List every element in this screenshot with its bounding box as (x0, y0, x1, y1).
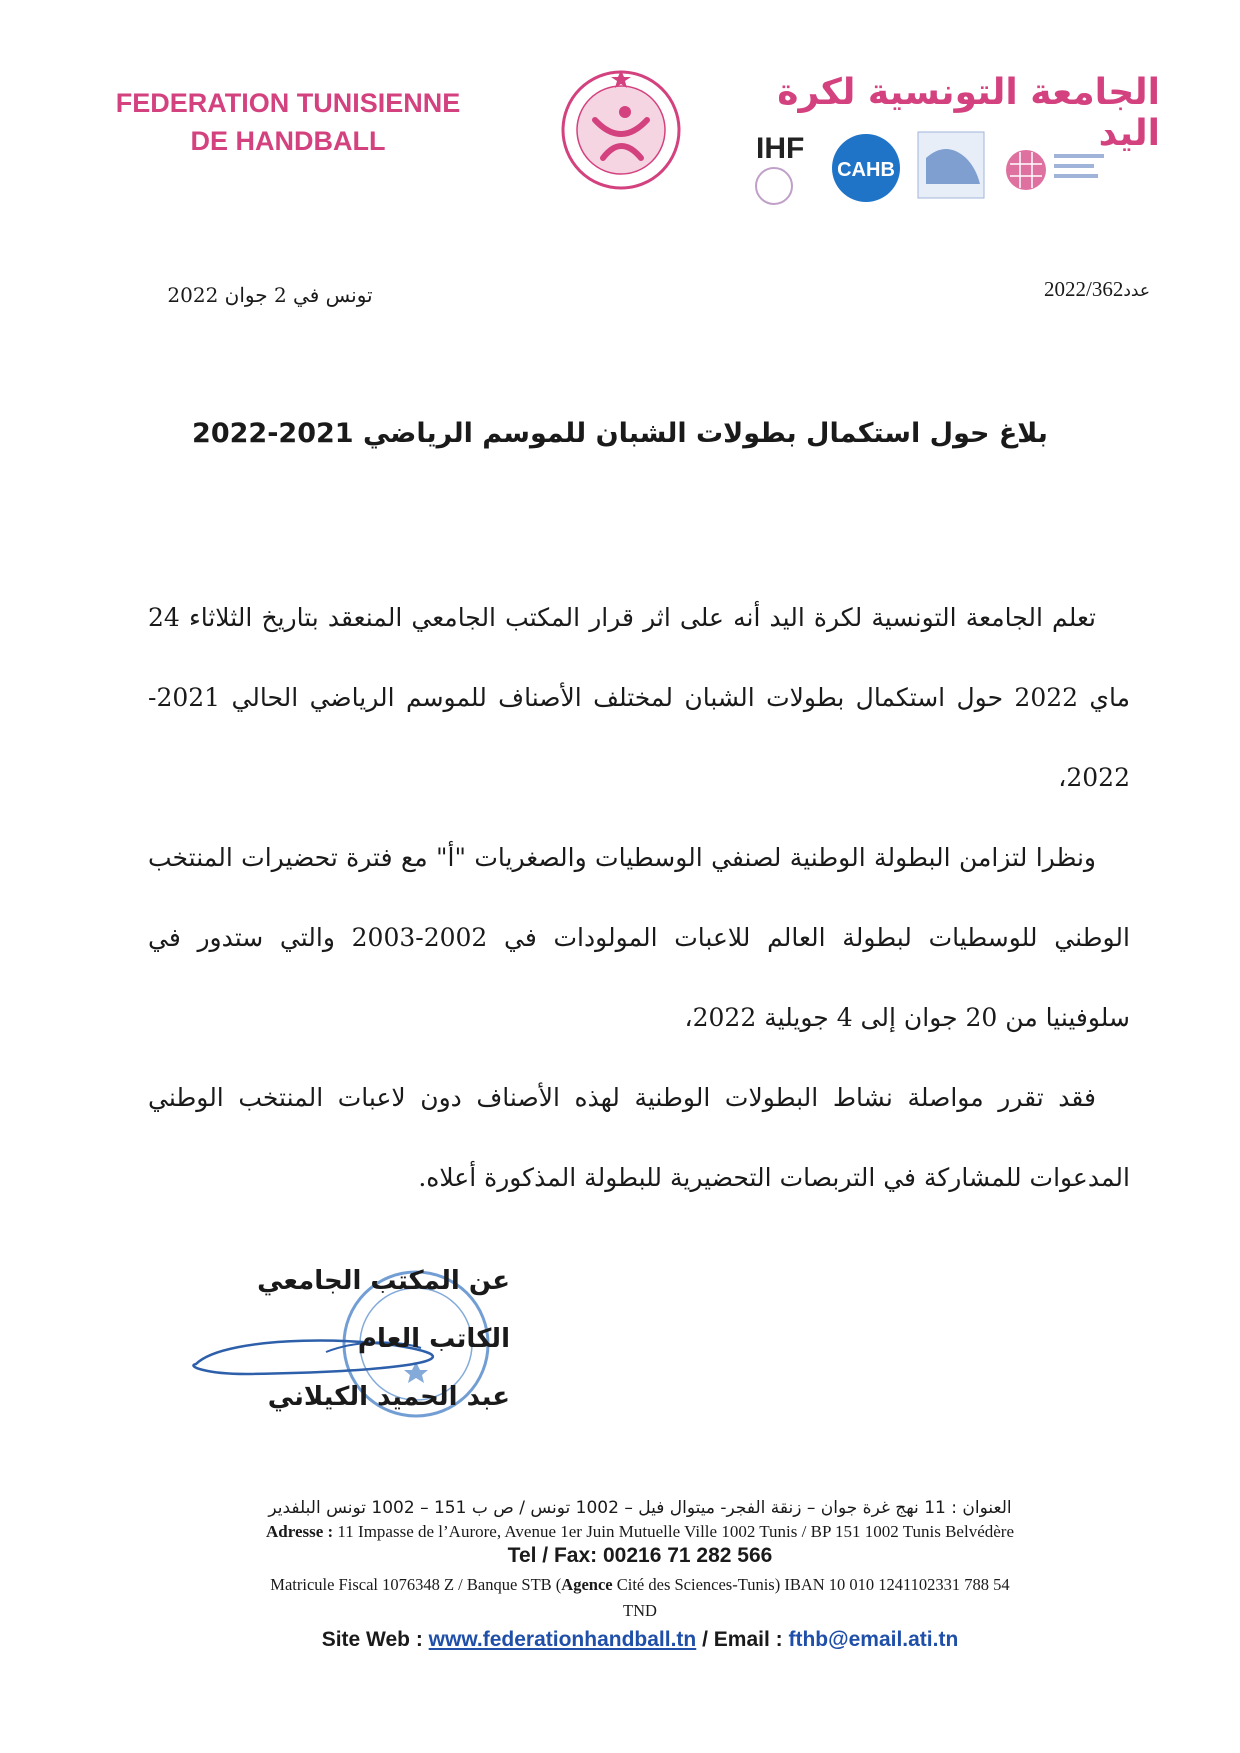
place-and-date: تونس في 2 جوان 2022 (167, 283, 373, 307)
federation-name-french (108, 84, 468, 160)
partner-logos (748, 128, 1168, 218)
cahb-logo (832, 134, 900, 202)
fiscal-text-2: Cité des Sciences-Tunis) IBAN 10 010 1241102331 788 54 (612, 1575, 1010, 1594)
address-label: Adresse : (265, 1522, 334, 1541)
federation-name-fr-line1: FEDERATION TUNISIENNE (115, 88, 461, 118)
website-link[interactable]: www.federationhandball.tn (428, 1628, 697, 1651)
reference-number-value: 2022/362 (1044, 277, 1124, 301)
email-link[interactable]: fthb@email.ati.tn (788, 1628, 959, 1651)
ihf-logo (756, 132, 804, 204)
arab-union-logo (918, 132, 984, 198)
web-contact (160, 1628, 1120, 1652)
federation-name-arabic: الجامعة التونسية لكرة اليد (777, 72, 1160, 154)
cahb-logo-text: CAHB (837, 159, 895, 181)
federation-name-fr-line2: DE HANDBALL (190, 126, 386, 156)
address-french (160, 1522, 1120, 1542)
document-body (148, 578, 1130, 1218)
fiscal-bank-info (160, 1572, 1120, 1624)
body-paragraph-3: فقد تقرر مواصلة نشاط البطولات الوطنية لهذه الأصناف دون لاعبات المنتخب الوطني المدعوات للمشاركة في التربصات التحضيرية للبطولة المذكورة أعلاه. (148, 1083, 1130, 1192)
fiscal-currency: TND (623, 1601, 657, 1620)
signature-line-title: الكاتب العام (357, 1324, 510, 1354)
signature-line-bureau: عن المكتب الجامعي (257, 1266, 510, 1296)
web-label: Site Web : (321, 1628, 423, 1651)
address-value: 11 Impasse de l’Aurore, Avenue 1er Juin Mutuelle Ville 1002 Tunis / BP 151 1002 Tunis Belvédère (337, 1522, 1015, 1541)
body-paragraph-2: ونظرا لتزامن البطولة الوطنية لصنفي الوسطيات والصغريات "أ" مع فترة تحضيرات المنتخب الوطني للوسطيات لبطولة العالم للاعبات المولودات في 2002-2003 والتي ستدور في سلوفينيا من 20 جوان إلى 4 جويلية 2022، (148, 843, 1130, 1032)
signature-block (220, 1252, 510, 1426)
document-title: بلاغ حول استكمال بطولات الشبان للموسم الرياضي 2021-2022 (192, 418, 1048, 449)
address-arabic: العنوان : 11 نهج غرة جوان – زنقة الفجر- ميتوال فيل – 1002 تونس / ص ب 151 – 1002 تونس البلفدير (268, 1498, 1012, 1518)
reference-label: عدد (1123, 281, 1150, 301)
handball-ball-logo (1006, 150, 1104, 190)
email-label: / Email : (702, 1628, 783, 1651)
body-paragraph-1: تعلم الجامعة التونسية لكرة اليد أنه على اثر قرار المكتب الجامعي المنعقد بتاريخ الثلاثاء 24 ماي 2022 حول استكمال بطولات الشبان لمختلف الأصناف للموسم الرياضي الحالي 2021-2022، (148, 603, 1130, 792)
ihf-logo-text: IHF (756, 132, 805, 165)
signature-line-name: عبد الحميد الكيلاني (267, 1382, 510, 1412)
federation-emblem-logo (555, 62, 687, 194)
document-footer (160, 1498, 1120, 1652)
fiscal-agence: Agence (561, 1575, 613, 1594)
reference-number (940, 277, 1150, 302)
fiscal-text-1: Matricule Fiscal 1076348 Z / Banque STB ( (270, 1575, 562, 1594)
phone-fax: Tel / Fax: 00216 71 282 566 (507, 1544, 773, 1567)
